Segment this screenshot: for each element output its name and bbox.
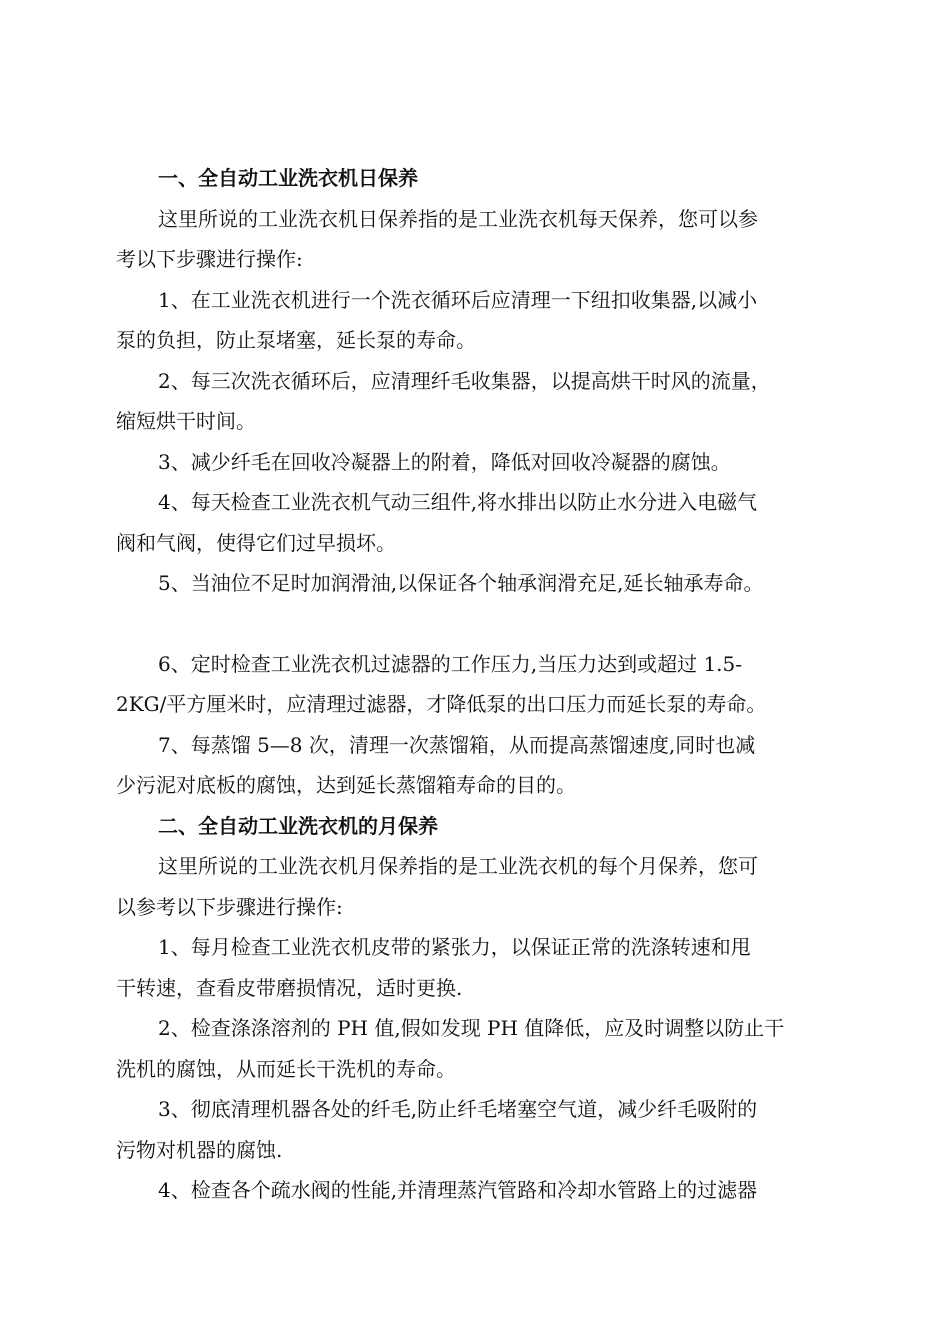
list-item-line: 2、每三次洗衣循环后，应清理纤毛收集器，以提高烘干时风的流量，	[158, 368, 771, 393]
section-heading-daily: 一、全自动工业洗衣机日保养	[158, 166, 418, 190]
list-item-line: 阀和气阀，使得它们过早损坏。	[116, 530, 396, 555]
list-item-line: 污物对机器的腐蚀.	[116, 1137, 283, 1162]
list-item-line: 2、检查涤涤溶剂的 PH 值,假如发现 PH 值降低，应及时调整以防止干	[158, 1016, 785, 1040]
list-item-line: 6、定时检查工业洗衣机过滤器的工作压力,当压力达到或超过 1.5-	[158, 651, 743, 676]
list-item-line: 少污泥对底板的腐蚀，达到延长蒸馏箱寿命的目的。	[116, 773, 576, 797]
list-item-line: 泵的负担，防止泵堵塞，延长泵的寿命。	[116, 328, 476, 352]
list-item-line: 2KG/平方厘米时，应清理过滤器，才降低泵的出口压力而延长泵的寿命。	[116, 692, 767, 716]
paragraph-gap	[116, 604, 846, 644]
list-item-line: 5、当油位不足时加润滑油,以保证各个轴承润滑充足,延长轴承寿命。	[158, 571, 764, 595]
section-heading-monthly: 二、全自动工业洗衣机的月保养	[158, 813, 438, 838]
list-item-line: 4、检查各个疏水阀的性能,并清理蒸汽管路和冷却水管路上的过滤器	[158, 1178, 758, 1202]
list-item-line: 干转速，查看皮带磨损情况，适时更换.	[116, 975, 463, 1000]
list-item-line: 缩短烘干时间。	[116, 409, 256, 433]
list-item-line: 3、彻底清理机器各处的纤毛,防止纤毛堵塞空气道，减少纤毛吸附的	[158, 1097, 758, 1121]
list-item-line: 洗机的腐蚀，从而延长干洗机的寿命。	[116, 1056, 456, 1081]
list-item-line: 4、每天检查工业洗衣机气动三组件,将水排出以防止水分进入电磁气	[158, 490, 758, 514]
document-body	[116, 158, 846, 1211]
list-item-line: 1、在工业洗衣机进行一个洗衣循环后应清理一下纽扣收集器,以减小	[158, 287, 758, 312]
section-intro-line: 以参考以下步骤进行操作:	[116, 894, 343, 919]
section-intro-line: 考以下步骤进行操作:	[116, 247, 303, 271]
list-item-line: 1、每月检查工业洗衣机皮带的紧张力，以保证正常的洗涤转速和甩	[158, 935, 751, 959]
list-item-line: 3、减少纤毛在回收冷凝器上的附着，降低对回收冷凝器的腐蚀。	[158, 449, 731, 474]
section-intro-line: 这里所说的工业洗衣机月保养指的是工业洗衣机的每个月保养，您可	[158, 854, 758, 878]
section-intro-line: 这里所说的工业洗衣机日保养指的是工业洗衣机每天保养，您可以参	[158, 206, 758, 231]
list-item-line: 7、每蒸馏 5—8 次，清理一次蒸馏箱，从而提高蒸馏速度,同时也减	[158, 732, 756, 757]
